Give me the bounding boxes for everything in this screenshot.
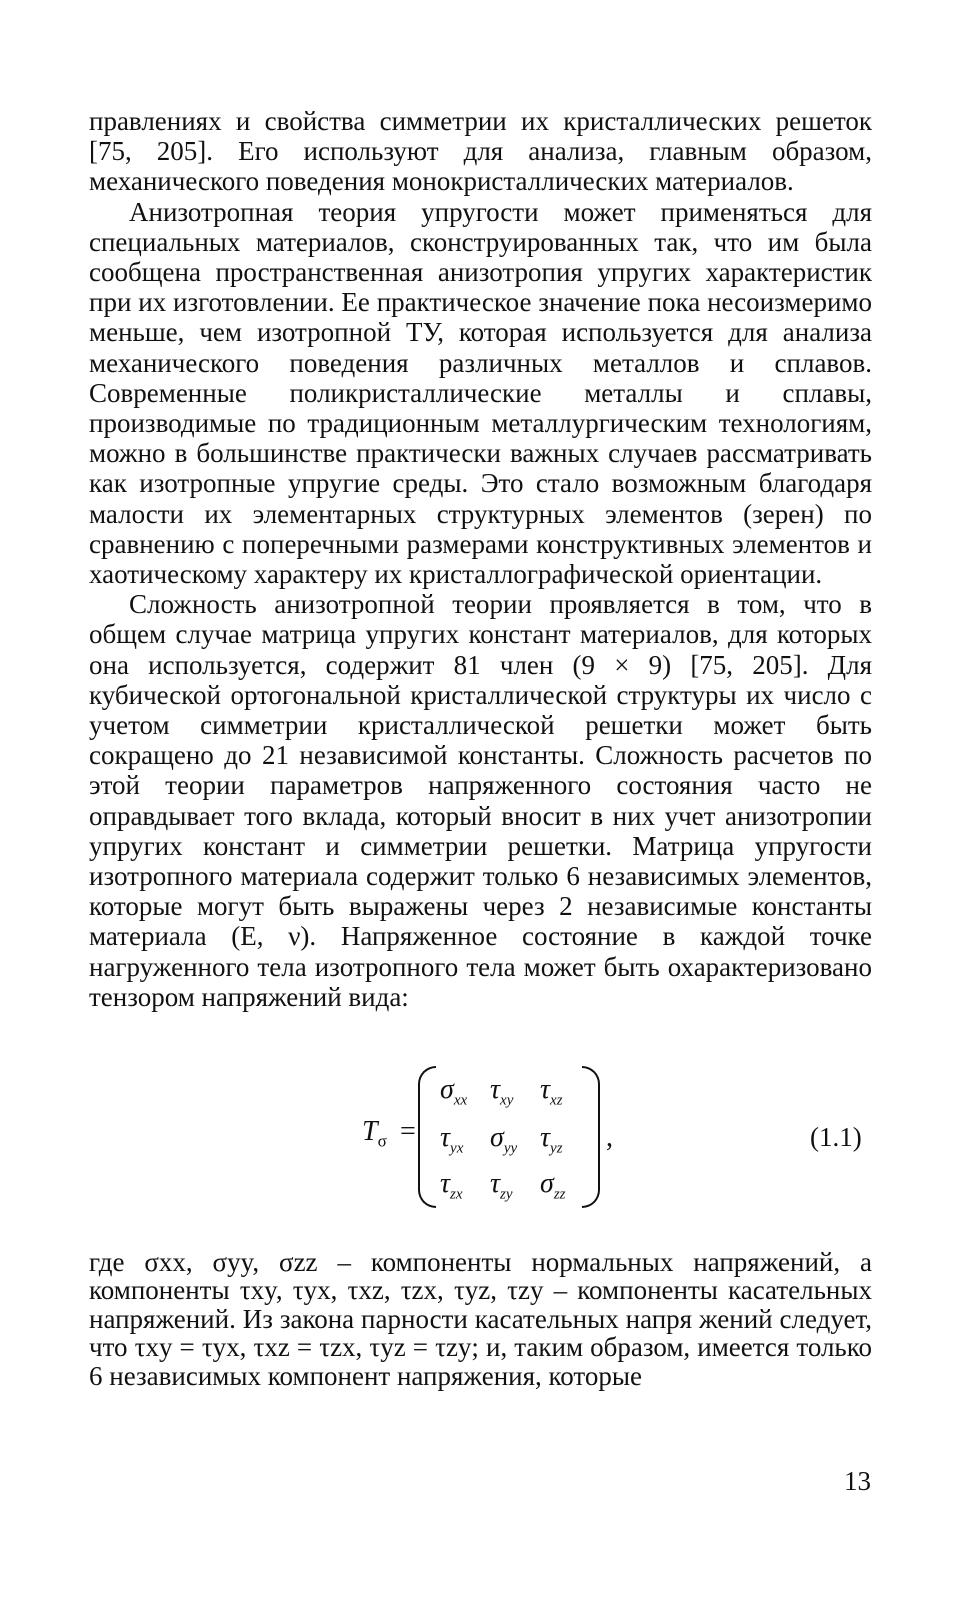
matrix-cell: $\tau_{xy}$ xyxy=(490,1074,514,1109)
equals-sign: = xyxy=(400,1116,416,1147)
matrix-cell: $\tau_{yx}$ xyxy=(440,1122,464,1157)
matrix-cell: $\sigma_{zz}$ xyxy=(540,1168,566,1203)
matrix-cell: $\tau_{yz}$ xyxy=(540,1122,563,1157)
body-text-top xyxy=(89,106,872,1012)
matrix-cell: $\sigma_{xx}$ xyxy=(440,1074,468,1109)
equation-comma: , xyxy=(606,1122,613,1153)
matrix-cell: $\tau_{xz}$ xyxy=(540,1074,563,1109)
equation-lhs: $T_\sigma$ xyxy=(362,1116,387,1151)
paragraph-where: где σxx, σyy, σzz – компоненты нормальных напряжений, а компоненты τxy, τyx, τxz, τzx, τyz, τzy – компоненты касательных напряжений. Из закона парности касательных напря жений следует, что τxy = τyx, τxz = τzx, τyz = τzy; и, таким образом, имеется только 6 независимых компонент напряжения, которые xyxy=(89,1247,872,1391)
paragraph-anisotropic-theory: Анизотропная теория упругости может применяться для специальных материалов, сконструированных так, что им была сообщена пространственная анизотропия упругих характеристик при их изготовлении. Ее практическое значение пока несоизмеримо меньше, чем изотропной ТУ, которая используется для анализа механического поведения различных металлов и сплавов. Современные поликристаллические металлы и сплавы, производимые по традиционным металлургическим технологиям, можно в большинстве практически важных случаев рассматривать как изотропные упругие среды. Это стало возможным благодаря малости их элементарных структурных элементов (зерен) по сравнению с поперечными размерами конструктивных элементов и хаотическому характеру их кристаллографической ориентации. xyxy=(89,196,872,590)
paragraph-complexity: Сложность анизотропной теории проявляется в том, что в общем случае матрица упругих констант материалов, для которых она используется, содержит 81 член (9 × 9) [75, 205]. Для кубической ортогональной кристаллической структуры их число с учетом симметрии кристаллической решетки может быть сокращено до 21 независимой константы. Сложность расчетов по этой теории параметров напряженного состояния часто не оправдывает того вклада, который вносит в них учет анизотропии упругих констант и симметрии решетки. Матрица упругости изотропного материала содержит только 6 независимых элементов, которые могут быть выражены через 2 независимые константы материала (E, ν). Напряженное состояние в каждой точке нагруженного тела изотропного тела может быть охарактеризовано тензором напряжений вида: xyxy=(89,589,872,1012)
matrix-cell: $\tau_{zy}$ xyxy=(490,1168,513,1203)
paragraph-continuation: правлениях и свойства симметрии их кристаллических решеток [75, 205]. Его используют для анализа, главным образом, механического поведения монокристаллических материалов. xyxy=(89,106,872,197)
page-number: 13 xyxy=(844,1466,871,1496)
matrix-cell: $\tau_{zx}$ xyxy=(440,1168,463,1203)
matrix-cell: $\sigma_{yy}$ xyxy=(490,1122,518,1157)
body-text-bottom xyxy=(89,1248,872,1390)
matrix-left-bracket xyxy=(418,1066,436,1208)
equation-number: (1.1) xyxy=(810,1122,862,1152)
equation-1-1 xyxy=(362,1056,882,1216)
